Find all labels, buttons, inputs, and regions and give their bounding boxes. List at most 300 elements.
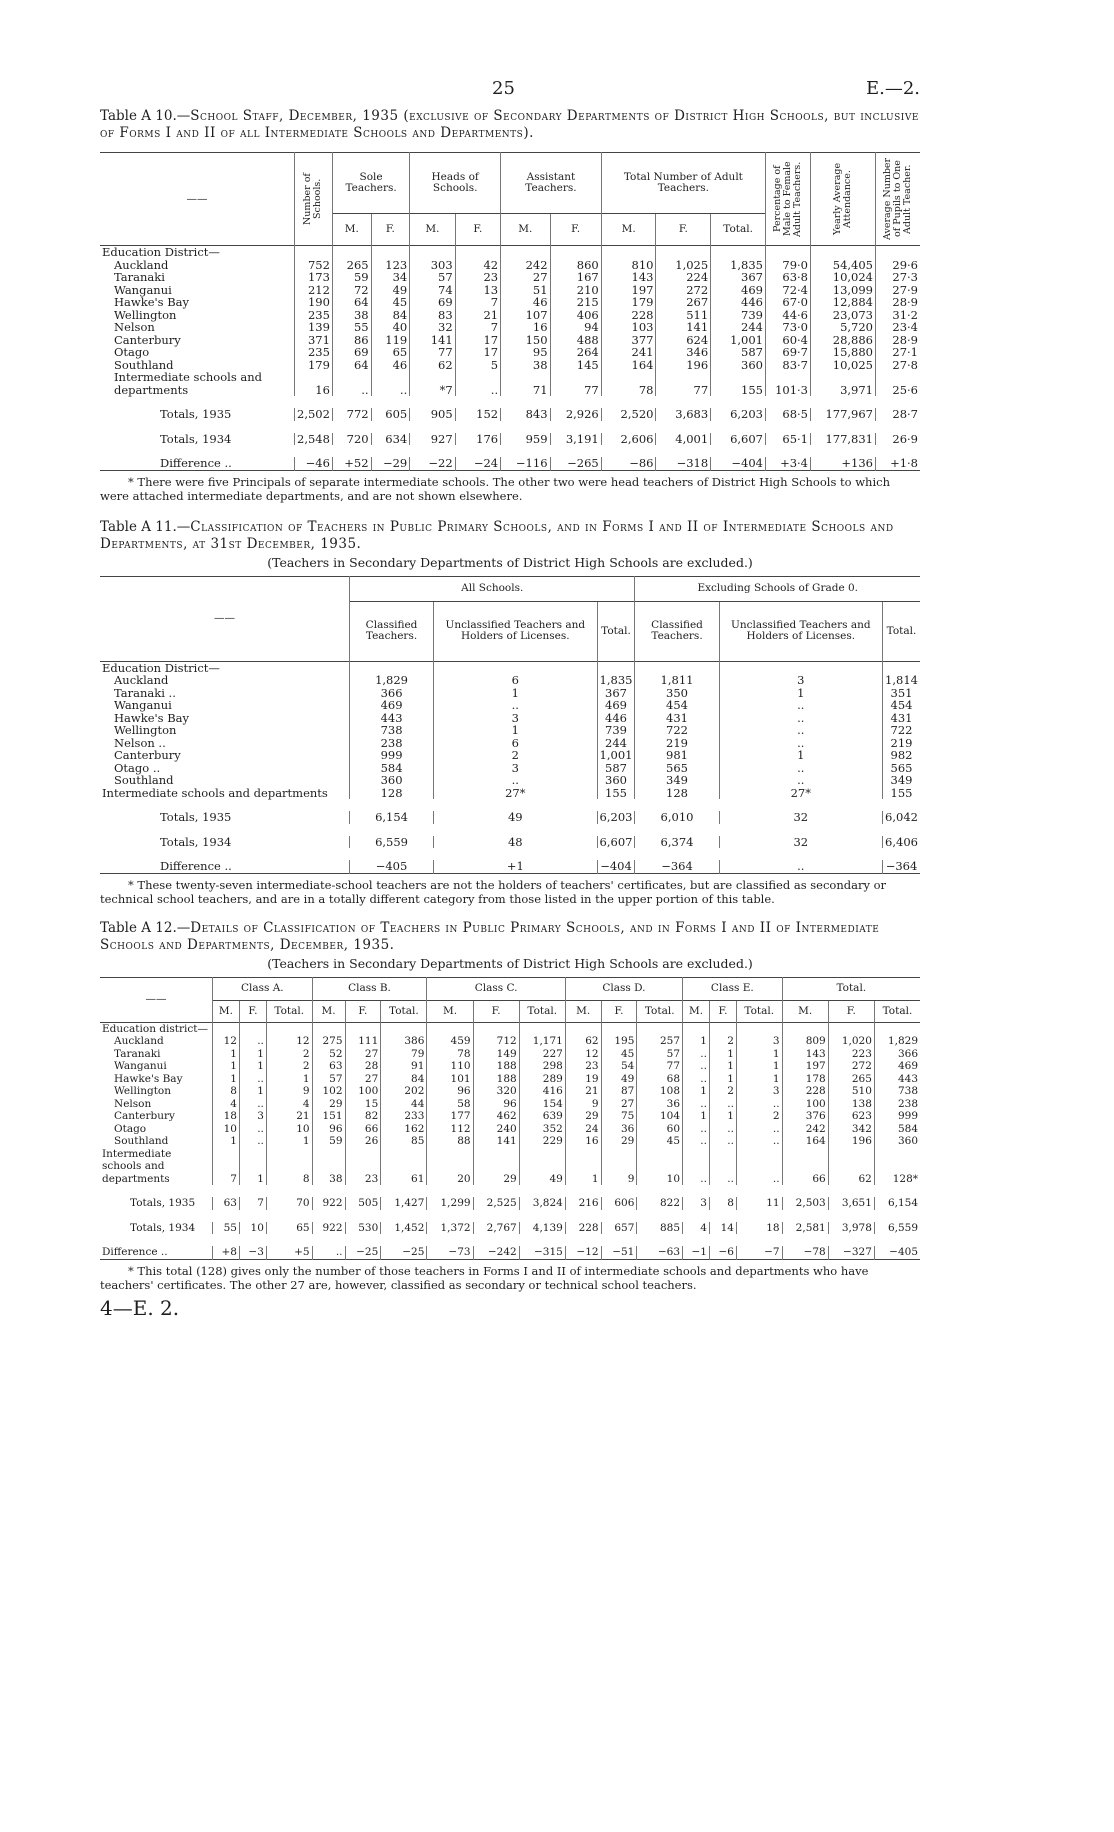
data-cell: 1,171 — [519, 1035, 565, 1048]
data-cell: 14 — [709, 1222, 736, 1235]
data-cell: 31·2 — [876, 309, 921, 322]
data-cell: 139 — [295, 321, 333, 334]
data-cell: 64 — [332, 359, 371, 372]
col-total: Total. — [597, 601, 635, 661]
data-cell: 155 — [883, 787, 920, 800]
data-cell: 103 — [601, 321, 656, 334]
data-cell: 23,073 — [811, 309, 876, 322]
data-cell: .. — [719, 774, 882, 787]
data-cell: 128 — [350, 787, 434, 800]
data-cell: .. — [719, 712, 882, 725]
data-cell: 38 — [312, 1148, 345, 1186]
data-cell: 49 — [519, 1148, 565, 1186]
table-a12-note: * This total (128) gives only the number of those teachers in Forms I and II of intermediate schools and departments who have teachers' certificates. The other 27 are, however, classified as secondary or technical school teachers. — [100, 1263, 869, 1292]
data-cell: 2,606 — [601, 433, 656, 446]
data-cell: 83·7 — [766, 359, 811, 372]
data-cell: 145 — [550, 359, 601, 372]
data-cell: −242 — [473, 1246, 519, 1259]
data-cell: 149 — [473, 1048, 519, 1061]
data-cell: −318 — [656, 457, 711, 470]
data-cell: 6 — [434, 674, 597, 687]
row-label: Taranaki .. — [114, 685, 176, 700]
table-row — [100, 749, 920, 762]
data-cell: 141 — [473, 1135, 519, 1148]
data-cell: 78 — [427, 1048, 473, 1061]
data-cell: 32 — [719, 811, 882, 824]
data-cell: 18 — [213, 1110, 240, 1123]
data-cell: 196 — [656, 359, 711, 372]
data-cell: 6,042 — [883, 811, 920, 824]
row-label: Nelson — [114, 1097, 152, 1110]
data-cell: 4 — [683, 1222, 710, 1235]
data-cell: 58 — [427, 1098, 473, 1111]
data-cell: 27·1 — [876, 346, 921, 359]
data-cell: 2,581 — [782, 1222, 828, 1235]
row-label: Wanganui — [114, 282, 172, 297]
data-cell: 235 — [295, 309, 333, 322]
data-cell: 2 — [266, 1048, 312, 1061]
data-cell: 55 — [213, 1222, 240, 1235]
data-cell: 488 — [550, 334, 601, 347]
data-cell: 190 — [295, 296, 333, 309]
data-cell: 101·3 — [766, 371, 811, 396]
data-cell: 1 — [434, 687, 597, 700]
data-cell: 91 — [381, 1060, 427, 1073]
row-label: Difference .. — [102, 1246, 168, 1258]
data-cell: −24 — [455, 457, 500, 470]
data-cell: 26·9 — [876, 433, 921, 446]
col-class-c: Class C. — [427, 977, 565, 1000]
data-cell: 634 — [371, 433, 410, 446]
data-cell: 6,607 — [711, 433, 766, 446]
data-cell: 3 — [239, 1110, 266, 1123]
data-cell: 416 — [519, 1085, 565, 1098]
data-cell: 141 — [410, 334, 455, 347]
data-cell: 77 — [637, 1060, 683, 1073]
data-cell: 8 — [709, 1197, 736, 1210]
data-cell: 17 — [455, 334, 500, 347]
data-cell: 143 — [782, 1048, 828, 1061]
data-cell: 3,683 — [656, 408, 711, 421]
data-cell: 511 — [656, 309, 711, 322]
data-cell: 45 — [601, 1048, 637, 1061]
data-cell: 584 — [350, 762, 434, 775]
data-cell: 8 — [213, 1085, 240, 1098]
table-a11 — [100, 576, 920, 874]
data-cell: 443 — [874, 1073, 920, 1086]
data-cell: 4 — [213, 1098, 240, 1111]
row-label: Totals, 1935 — [160, 407, 232, 421]
data-cell: 3,191 — [550, 433, 601, 446]
data-cell: 772 — [332, 408, 371, 421]
table-row — [100, 1135, 920, 1148]
data-cell: 177,967 — [811, 408, 876, 421]
data-cell: 241 — [601, 346, 656, 359]
totals-row — [100, 1246, 920, 1259]
data-cell: 242 — [782, 1123, 828, 1136]
data-cell: 72 — [332, 284, 371, 297]
data-cell: 3,971 — [811, 371, 876, 396]
data-cell: 505 — [345, 1197, 381, 1210]
data-cell: 42 — [455, 259, 500, 272]
data-cell: .. — [239, 1098, 266, 1111]
data-cell: −404 — [711, 457, 766, 470]
data-cell: 303 — [410, 259, 455, 272]
data-cell: 1 — [709, 1073, 736, 1086]
data-cell: .. — [683, 1073, 710, 1086]
data-cell: 13 — [455, 284, 500, 297]
data-cell: 75 — [601, 1110, 637, 1123]
data-cell: 6,559 — [874, 1222, 920, 1235]
data-cell: −73 — [427, 1246, 473, 1259]
data-cell: 152 — [455, 408, 500, 421]
data-cell: 28·7 — [876, 408, 921, 421]
data-cell: 242 — [501, 259, 550, 272]
data-cell: 406 — [550, 309, 601, 322]
col-assistant: Assistant Teachers. — [501, 153, 602, 214]
data-cell: 79 — [381, 1048, 427, 1061]
page-number: 25 — [492, 78, 515, 99]
data-cell: .. — [455, 371, 500, 396]
data-cell: 44 — [381, 1098, 427, 1111]
data-cell: 54,405 — [811, 259, 876, 272]
data-cell: 3 — [736, 1035, 782, 1048]
data-cell: 5,720 — [811, 321, 876, 334]
data-cell: 119 — [371, 334, 410, 347]
data-cell: 1 — [719, 687, 882, 700]
data-cell: 6,154 — [874, 1197, 920, 1210]
data-cell: 346 — [656, 346, 711, 359]
data-cell: 59 — [312, 1135, 345, 1148]
data-cell: 46 — [371, 359, 410, 372]
data-cell: 3 — [683, 1197, 710, 1210]
data-cell: 188 — [473, 1060, 519, 1073]
data-cell: 1 — [736, 1048, 782, 1061]
data-cell: 229 — [519, 1135, 565, 1148]
col-class-e: Class E. — [683, 977, 783, 1000]
data-cell: 1,811 — [635, 674, 719, 687]
data-cell: 469 — [597, 699, 635, 712]
data-cell: 1 — [434, 724, 597, 737]
row-label: Wanganui — [114, 1060, 167, 1072]
data-cell: .. — [683, 1148, 710, 1186]
row-label: Hawke's Bay — [114, 710, 190, 725]
data-cell: .. — [719, 860, 882, 873]
col-f: F. — [550, 214, 601, 246]
data-cell: 74 — [410, 284, 455, 297]
data-cell: 66 — [782, 1148, 828, 1186]
data-cell: 371 — [295, 334, 333, 347]
data-cell: 29 — [601, 1135, 637, 1148]
row-label: Southland — [114, 357, 174, 372]
data-cell: 1,829 — [874, 1035, 920, 1048]
col-total: Total. — [711, 214, 766, 246]
data-cell: 45 — [637, 1135, 683, 1148]
data-cell: 28·9 — [876, 296, 921, 309]
data-cell: +136 — [811, 457, 876, 470]
data-cell: 360 — [350, 774, 434, 787]
data-cell: 1,001 — [711, 334, 766, 347]
table-row — [100, 1110, 920, 1123]
data-cell: 32 — [410, 321, 455, 334]
data-cell: 96 — [312, 1123, 345, 1136]
data-cell: 10,025 — [811, 359, 876, 372]
data-cell: 739 — [597, 724, 635, 737]
data-cell: 77 — [410, 346, 455, 359]
data-cell: .. — [719, 762, 882, 775]
row-label: Hawke's Bay — [114, 295, 190, 309]
table-a11-note: * These twenty-seven intermediate-school teachers are not the holders of teachers' certificates, but are classified as secondary or technical school teachers, and are in a totally different category from those listed in the upper portion of this table. — [100, 877, 887, 906]
data-cell: 7 — [239, 1197, 266, 1210]
data-cell: +5 — [266, 1246, 312, 1259]
data-cell: 167 — [550, 271, 601, 284]
data-cell: 27 — [501, 271, 550, 284]
data-cell: 66 — [345, 1123, 381, 1136]
data-cell: .. — [736, 1148, 782, 1186]
data-cell: 3 — [736, 1085, 782, 1098]
col-class-a: Class A. — [213, 977, 313, 1000]
data-cell: 48 — [434, 836, 597, 849]
data-cell: 1 — [213, 1135, 240, 1148]
data-cell: 905 — [410, 408, 455, 421]
data-cell: 376 — [782, 1110, 828, 1123]
table-a12-subtitle: (Teachers in Secondary Departments of District High Schools are excluded.) — [267, 955, 753, 971]
table-row — [100, 699, 920, 712]
data-cell: 63·8 — [766, 271, 811, 284]
data-cell: 1 — [709, 1060, 736, 1073]
col-total: Total. — [519, 1000, 565, 1022]
data-cell: 21 — [565, 1085, 601, 1098]
data-cell: 27 — [345, 1048, 381, 1061]
data-cell: 141 — [656, 321, 711, 334]
data-cell: 110 — [427, 1060, 473, 1073]
data-cell: 712 — [473, 1035, 519, 1048]
data-cell: +8 — [213, 1246, 240, 1259]
data-cell: 981 — [635, 749, 719, 762]
data-cell: 386 — [381, 1035, 427, 1048]
data-cell: 351 — [883, 687, 920, 700]
col-all-schools: All Schools. — [350, 576, 635, 601]
data-cell: −25 — [381, 1246, 427, 1259]
data-cell: −3 — [239, 1246, 266, 1259]
data-cell: 739 — [711, 309, 766, 322]
data-cell: 4,139 — [519, 1222, 565, 1235]
data-cell: 752 — [295, 259, 333, 272]
data-cell: 86 — [332, 334, 371, 347]
data-cell: 1,020 — [828, 1035, 874, 1048]
data-cell: 88 — [427, 1135, 473, 1148]
data-cell: 244 — [597, 737, 635, 750]
data-cell: 16 — [295, 371, 333, 396]
data-cell: 565 — [635, 762, 719, 775]
data-cell: 51 — [501, 284, 550, 297]
data-cell: 1 — [266, 1135, 312, 1148]
data-cell: 462 — [473, 1110, 519, 1123]
data-cell: 1 — [213, 1073, 240, 1086]
col-classified: Classified Teachers. — [635, 601, 719, 661]
data-cell: 162 — [381, 1123, 427, 1136]
data-cell: .. — [371, 371, 410, 396]
col-class-b: Class B. — [312, 977, 427, 1000]
row-label: Difference .. — [160, 859, 232, 873]
data-cell: 1,372 — [427, 1222, 473, 1235]
row-label: Intermediate schools and departments — [102, 1147, 172, 1185]
data-cell: 843 — [501, 408, 550, 421]
data-cell: 12 — [213, 1035, 240, 1048]
data-cell: −29 — [371, 457, 410, 470]
data-cell: 210 — [550, 284, 601, 297]
sheet-signature: 4—E. 2. — [100, 1295, 180, 1320]
data-cell: 238 — [874, 1098, 920, 1111]
data-cell: 111 — [345, 1035, 381, 1048]
data-cell: .. — [719, 724, 882, 737]
data-cell: 32 — [719, 836, 882, 849]
col-f: F. — [371, 214, 410, 246]
data-cell: 96 — [427, 1085, 473, 1098]
data-cell: −1 — [683, 1246, 710, 1259]
data-cell: −405 — [874, 1246, 920, 1259]
data-cell: 272 — [828, 1060, 874, 1073]
data-cell: 83 — [410, 309, 455, 322]
data-cell: 173 — [295, 271, 333, 284]
row-label: Otago .. — [114, 760, 161, 775]
data-cell: 722 — [635, 724, 719, 737]
data-cell: 720 — [332, 433, 371, 446]
data-cell: 57 — [410, 271, 455, 284]
col-m: M. — [410, 214, 455, 246]
data-cell: 2,548 — [295, 433, 333, 446]
data-cell: 29 — [473, 1148, 519, 1186]
data-cell: 227 — [519, 1048, 565, 1061]
data-cell: 57 — [312, 1073, 345, 1086]
data-cell: .. — [709, 1148, 736, 1186]
data-cell: 44·6 — [766, 309, 811, 322]
data-cell: 178 — [782, 1073, 828, 1086]
data-cell: 219 — [883, 737, 920, 750]
data-cell: −364 — [635, 860, 719, 873]
data-cell: 565 — [883, 762, 920, 775]
data-cell: 738 — [350, 724, 434, 737]
data-cell: 822 — [637, 1197, 683, 1210]
data-cell: 360 — [874, 1135, 920, 1148]
data-cell: 367 — [597, 687, 635, 700]
data-cell: 228 — [565, 1222, 601, 1235]
data-cell: −46 — [295, 457, 333, 470]
data-cell: 1 — [239, 1148, 266, 1186]
data-cell: .. — [434, 699, 597, 712]
data-cell: 94 — [550, 321, 601, 334]
data-cell: 1,835 — [597, 674, 635, 687]
data-cell: 195 — [601, 1035, 637, 1048]
data-cell: 197 — [782, 1060, 828, 1073]
data-cell: 9 — [565, 1098, 601, 1111]
data-cell: 264 — [550, 346, 601, 359]
data-cell: 349 — [635, 774, 719, 787]
data-cell: 265 — [828, 1073, 874, 1086]
data-cell: 809 — [782, 1035, 828, 1048]
table-a12-title: Table A 12.—Details of Classification of Teachers in Public Primary Schools, and in Forms I and II of Intermediate Schools and Departments, December, 1935. — [100, 919, 880, 953]
data-cell: −405 — [350, 860, 434, 873]
data-cell: .. — [683, 1135, 710, 1148]
data-cell: 16 — [565, 1135, 601, 1148]
data-cell: 443 — [350, 712, 434, 725]
section-label: Education district— — [102, 1022, 208, 1035]
data-cell: 27·9 — [876, 284, 921, 297]
data-cell: .. — [709, 1098, 736, 1111]
data-cell: 922 — [312, 1197, 345, 1210]
document-ref: E.—2. — [865, 78, 920, 99]
data-cell: 10 — [637, 1148, 683, 1186]
data-cell: 29·6 — [876, 259, 921, 272]
col-m: M. — [782, 1000, 828, 1022]
data-cell: 108 — [637, 1085, 683, 1098]
totals-row — [100, 1197, 920, 1210]
row-label: Hawke's Bay — [114, 1072, 183, 1085]
col-avg: Average Number of Pupils to One Adult Teacher. — [882, 157, 913, 241]
data-cell: 1 — [239, 1048, 266, 1061]
col-total: Total. — [266, 1000, 312, 1022]
data-cell: 18 — [736, 1222, 782, 1235]
data-cell: 1,025 — [656, 259, 711, 272]
col-heads: Heads of Schools. — [410, 153, 501, 214]
data-cell: 29 — [565, 1110, 601, 1123]
data-cell: 224 — [656, 271, 711, 284]
data-cell: 366 — [874, 1048, 920, 1061]
table-row — [100, 674, 920, 687]
data-cell: 95 — [501, 346, 550, 359]
data-cell: 71 — [501, 371, 550, 396]
row-label: Otago — [114, 345, 150, 359]
table-a12 — [100, 977, 920, 1260]
table-row — [100, 724, 920, 737]
data-cell: 1 — [213, 1060, 240, 1073]
data-cell: 219 — [635, 737, 719, 750]
data-cell: 84 — [371, 309, 410, 322]
page-header — [100, 78, 920, 108]
data-cell: 49 — [371, 284, 410, 297]
data-cell: 87 — [601, 1085, 637, 1098]
data-cell: −327 — [828, 1246, 874, 1259]
data-cell: 196 — [828, 1135, 874, 1148]
data-cell: 2,525 — [473, 1197, 519, 1210]
table-row — [100, 371, 920, 396]
data-cell: .. — [239, 1035, 266, 1048]
data-cell: .. — [434, 774, 597, 787]
row-label: Nelson — [114, 320, 155, 334]
data-cell: 446 — [597, 712, 635, 725]
data-cell: 38 — [501, 359, 550, 372]
data-cell: 82 — [345, 1110, 381, 1123]
data-cell: 1 — [719, 749, 882, 762]
table-row — [100, 1098, 920, 1111]
data-cell: 1,829 — [350, 674, 434, 687]
data-cell: 6,559 — [350, 836, 434, 849]
data-cell: 12 — [266, 1035, 312, 1048]
row-label: Auckland — [114, 257, 169, 272]
table-row — [100, 346, 920, 359]
data-cell: 62 — [565, 1035, 601, 1048]
data-cell: −404 — [597, 860, 635, 873]
data-cell: 70 — [266, 1197, 312, 1210]
data-cell: 999 — [874, 1110, 920, 1123]
data-cell: 21 — [266, 1110, 312, 1123]
table-row — [100, 271, 920, 284]
data-cell: 238 — [350, 737, 434, 750]
row-label: Wellington — [114, 723, 177, 737]
data-cell: 7 — [455, 296, 500, 309]
data-cell: 27* — [434, 787, 597, 800]
table-a10-title: Table A 10.—School Staff, December, 1935 (exclusive of Secondary Departments of District High Schools, but inclusive of Forms I and II of all Intermediate Schools and Departments). — [100, 108, 919, 141]
